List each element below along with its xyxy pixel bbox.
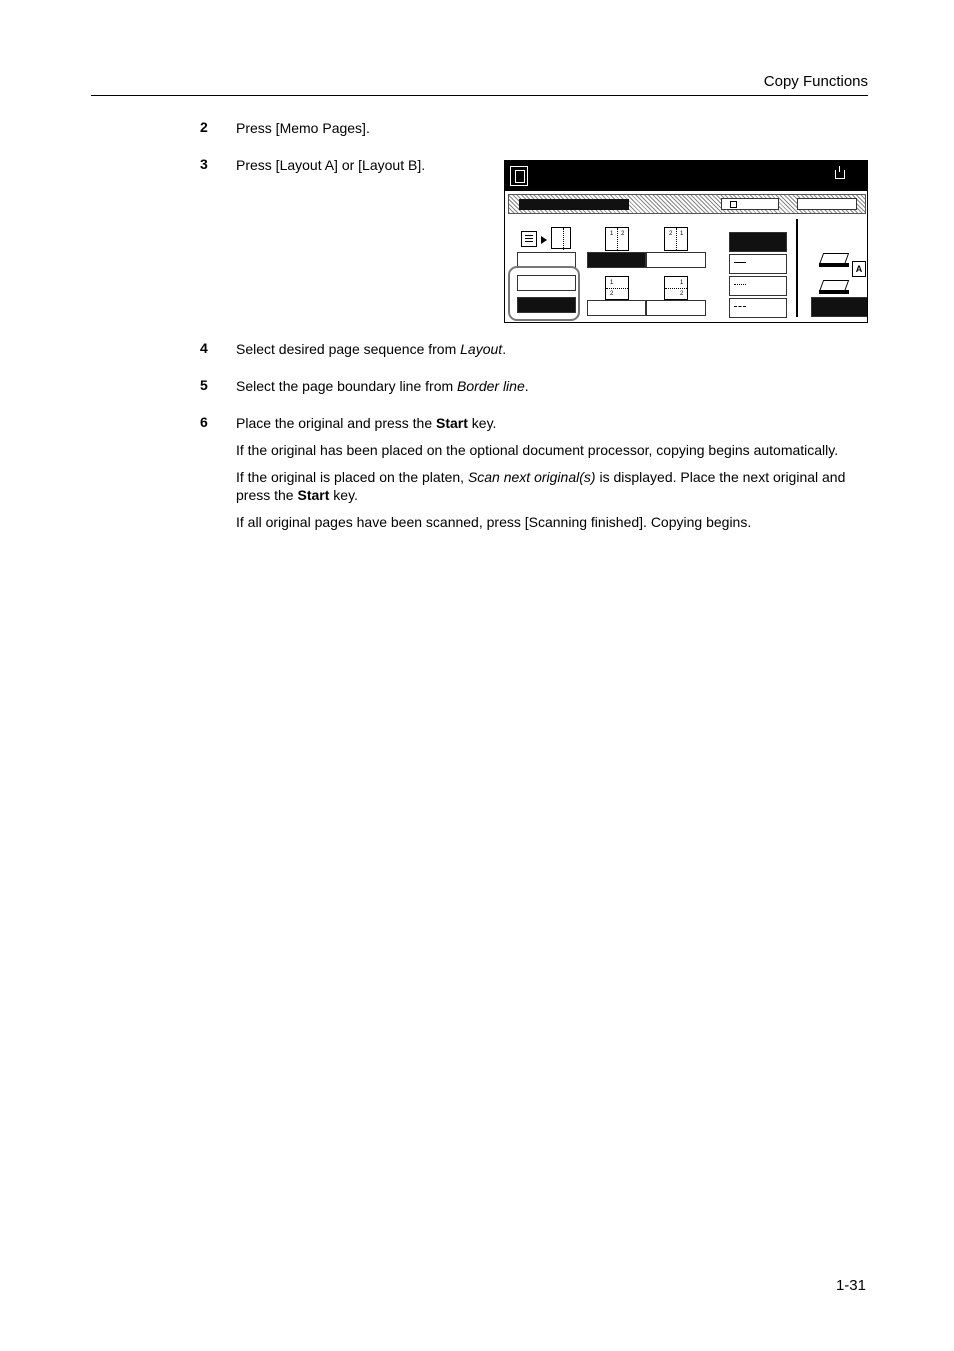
- scan-next-original-term: Scan next original(s): [467, 469, 596, 485]
- step-text-part: Select the page boundary line from: [236, 378, 458, 394]
- header-rule: [91, 95, 868, 96]
- layout-b-icon: 2 1: [664, 227, 688, 251]
- step-text-part: .: [524, 378, 529, 394]
- step-text-part: key.: [467, 415, 497, 431]
- start-key-term: Start: [436, 415, 468, 431]
- note-paragraph: If the original has been placed on the optional document processor, copying begins automatically.: [236, 442, 839, 458]
- tray-a-icon: A: [852, 261, 866, 277]
- start-scan-button[interactable]: [811, 297, 868, 317]
- layout-d-button[interactable]: [646, 300, 706, 316]
- border-none-button[interactable]: [729, 232, 787, 252]
- note-text-part: If the original is placed on the platen,: [236, 469, 468, 485]
- solid-line-sample: [734, 262, 746, 263]
- memo-result-icon: [551, 227, 571, 249]
- step-text: Press [Layout A] or [Layout B].: [236, 157, 426, 173]
- border-dashed-line-button[interactable]: [729, 298, 787, 318]
- layout-c-button[interactable]: [587, 300, 646, 316]
- note-paragraph: [236, 468, 876, 504]
- memo-pages-icon: [521, 231, 537, 247]
- layout-c-icon: 1 2: [605, 276, 629, 300]
- border-line-term: Border line: [457, 378, 525, 394]
- dashed-line-sample: [734, 306, 746, 307]
- panel-title-bar: [505, 161, 867, 191]
- border-dotted-line-button[interactable]: [729, 276, 787, 296]
- step-number: 6: [200, 414, 208, 430]
- step-number: 5: [200, 377, 208, 393]
- panel-divider: [796, 219, 798, 317]
- function-title-block: [519, 199, 629, 210]
- back-button[interactable]: [797, 198, 857, 210]
- note-paragraph: If all original pages have been scanned, press [Scanning finished]. Copying begins.: [236, 514, 752, 530]
- page-header-title: Copy Functions: [763, 73, 868, 90]
- step-text-part: Place the original and press the: [236, 415, 437, 431]
- step-text-part: Select desired page sequence from: [236, 341, 461, 357]
- layout-term: Layout: [460, 341, 503, 357]
- start-key-term: Start: [297, 487, 330, 503]
- step-number: 3: [200, 156, 208, 172]
- page-number: 1-31: [835, 1277, 866, 1294]
- arrow-right-icon: [541, 236, 547, 244]
- layout-a-icon: 1 2: [605, 227, 629, 251]
- step-number: 2: [200, 119, 208, 135]
- memo-pages-highlight: [508, 266, 580, 321]
- note-text-part: key.: [329, 487, 358, 503]
- step-text-part: .: [502, 341, 507, 357]
- layout-a-button[interactable]: [587, 252, 646, 268]
- memo-pages-panel-illustration: [504, 160, 868, 323]
- step-number: 4: [200, 340, 208, 356]
- power-icon: [835, 170, 845, 179]
- step-text: [236, 340, 506, 358]
- shortcut-button[interactable]: [721, 198, 779, 210]
- platen-icon: [819, 276, 849, 294]
- layout-b-button[interactable]: [646, 252, 706, 268]
- step-text: Press [Memo Pages].: [236, 120, 370, 136]
- step-text: [236, 414, 496, 432]
- dotted-line-sample: [734, 284, 746, 285]
- document-processor-icon: [819, 249, 849, 267]
- layout-d-icon: 1 2: [664, 276, 688, 300]
- note-text-part: is displayed. Place the next original and press the: [236, 469, 846, 503]
- document-icon: [510, 166, 528, 186]
- panel-status-strip: [508, 194, 866, 214]
- border-solid-line-button[interactable]: [729, 254, 787, 274]
- step-text: [236, 377, 529, 395]
